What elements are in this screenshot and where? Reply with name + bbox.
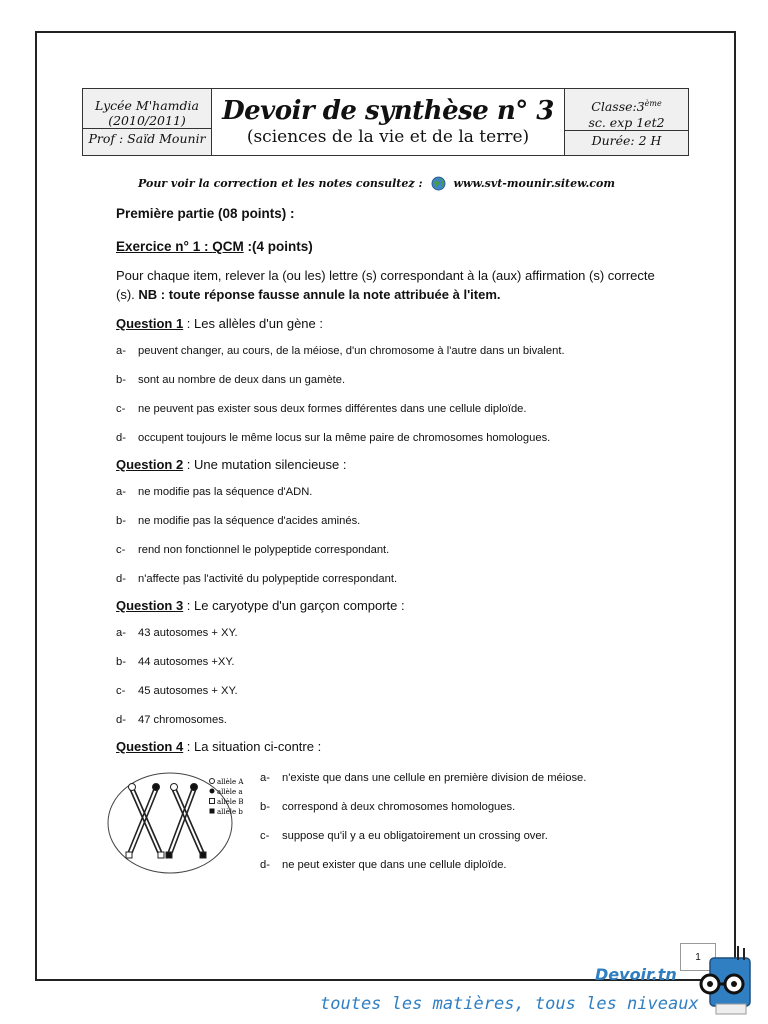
allele-a-marker [153, 784, 160, 791]
exam-duration: Durée: 2 H [565, 130, 688, 148]
instructions-text: Pour chaque item, relever la (ou les) lettre (s) correspondant à la (aux) affirmation (s) correcte (s). [116, 268, 655, 302]
option-text: occupent toujours le même locus sur la même paire de chromosomes homologues. [138, 432, 551, 444]
part-title: Première partie (08 points) : [116, 206, 295, 221]
option-letter: a- [116, 627, 126, 639]
question-label: Question 2 [116, 457, 184, 472]
option-letter: b- [260, 801, 270, 813]
question-1-title [116, 316, 676, 332]
legend-allele-A: allèle A [217, 778, 244, 786]
footer-tagline: toutes les matières, tous les niveaux [320, 994, 699, 1014]
page-number: 1 [680, 943, 716, 971]
option-text: ne peut exister que dans une cellule diploïde. [282, 859, 507, 871]
class-prefix: Classe:3 [591, 99, 645, 115]
option-item [116, 684, 676, 698]
legend-allele-b: allèle b [217, 808, 243, 816]
option-letter: d- [116, 714, 126, 726]
option-text: 43 autosomes + XY. [138, 627, 238, 639]
header-title-cell [212, 89, 565, 156]
allele-A-marker [129, 784, 136, 791]
option-letter: a- [116, 486, 126, 498]
allele-a-marker [191, 784, 198, 791]
option-item [116, 626, 676, 640]
option-item [260, 858, 680, 872]
question-text: : Une mutation silencieuse : [183, 457, 347, 472]
school-name: Lycée M'hamdia [95, 98, 199, 113]
option-text: correspond à deux chromosomes homologues. [282, 801, 516, 813]
legend-marker-a [210, 789, 215, 794]
option-item [260, 829, 680, 843]
option-item [116, 344, 676, 358]
legend-marker-b [210, 809, 215, 814]
option-item [116, 713, 676, 727]
option-letter: d- [116, 573, 126, 585]
option-text: ne modifie pas la séquence d'acides aminés. [138, 515, 361, 527]
allele-B-marker [158, 852, 164, 858]
exercise-title-qcm: QCM [212, 239, 244, 254]
instructions-nb: NB [138, 287, 158, 302]
allele-A-marker [171, 784, 178, 791]
globe-icon [431, 176, 446, 191]
exercise-title-prefix: Exercice n° 1 : [116, 239, 213, 254]
allele-B-marker [126, 852, 132, 858]
option-letter: c- [116, 403, 126, 415]
question-3-title [116, 598, 676, 614]
question-1-options [116, 344, 676, 445]
option-text: 44 autosomes +XY. [138, 656, 235, 668]
option-letter: b- [116, 374, 126, 386]
bivalent-figure [106, 767, 244, 875]
exercise-title-suffix: :(4 points) [243, 239, 313, 254]
legend-allele-a: allèle a [217, 788, 243, 796]
question-label: Question 1 [116, 316, 184, 331]
header-table [82, 88, 689, 156]
option-text: 45 autosomes + XY. [138, 685, 238, 697]
question-4-options [260, 771, 680, 887]
instructions-nb-text: : toute réponse fausse annule la note attribuée à l'item. [157, 287, 501, 302]
chromatid-line [128, 789, 154, 853]
header-class-cell [565, 89, 689, 156]
question-text: : Le caryotype d'un garçon comporte : [183, 598, 405, 613]
question-text: : Les allèles d'un gène : [183, 316, 323, 331]
option-text: sont au nombre de deux dans un gamète. [138, 374, 346, 386]
option-letter: b- [116, 515, 126, 527]
question-2-title [116, 457, 676, 473]
option-item [116, 431, 676, 445]
option-text: 47 chromosomes. [138, 714, 227, 726]
option-letter: a- [116, 345, 126, 357]
option-item [116, 543, 676, 557]
school-year: (2010/2011) [108, 113, 186, 128]
option-item [260, 771, 680, 785]
exam-content [116, 206, 676, 885]
teacher-name: Prof : Saïd Mounir [83, 128, 211, 146]
option-text: ne modifie pas la séquence d'ADN. [138, 486, 313, 498]
legend-marker-B [210, 799, 215, 804]
document-title: Devoir de synthèse n° 3 [222, 96, 554, 126]
option-letter: c- [116, 544, 126, 556]
class-section: sc. exp 1et2 [588, 114, 665, 130]
option-text: peuvent changer, au cours, de la méiose, d'un chromosome à l'autre dans un bivalent. [138, 345, 565, 357]
question-4-block [116, 767, 676, 885]
option-letter: d- [260, 859, 270, 871]
correction-link-url[interactable]: www.svt-mounir.sitew.com [453, 176, 615, 190]
option-text: n'existe que dans une cellule en première division de méiose. [282, 772, 587, 784]
allele-b-marker [200, 852, 206, 858]
option-letter: a- [260, 772, 270, 784]
option-text: suppose qu'il y a eu obligatoirement un crossing over. [282, 830, 548, 842]
exercise-instructions [116, 266, 676, 304]
legend-allele-B: allèle B [217, 798, 244, 806]
question-label: Question 4 [116, 739, 184, 754]
legend-marker-A [210, 779, 215, 784]
allele-b-marker [166, 852, 172, 858]
header-school-cell [83, 89, 212, 156]
correction-link-line [138, 174, 658, 192]
exercise-title [116, 239, 676, 254]
class-superscript: ème [644, 99, 662, 109]
option-item [116, 655, 676, 669]
footer-brand[interactable]: Devoir.tn [595, 965, 677, 984]
option-text: rend non fonctionnel le polypeptide correspondant. [138, 544, 390, 556]
chromatid-line [134, 789, 162, 853]
option-item [116, 514, 676, 528]
question-2-options [116, 485, 676, 586]
document-subtitle: (sciences de la vie et de la terre) [246, 127, 530, 147]
option-item [116, 485, 676, 499]
correction-link-text: Pour voir la correction et les notes consultez : [138, 176, 423, 190]
option-text: ne peuvent pas exister sous deux formes différentes dans une cellule diploïde. [138, 403, 527, 415]
option-letter: b- [116, 656, 126, 668]
question-4-title [116, 739, 676, 755]
option-item [260, 800, 680, 814]
class-label [565, 96, 688, 114]
question-text: : La situation ci-contre : [183, 739, 322, 754]
question-3-options [116, 626, 676, 727]
option-letter: c- [116, 685, 126, 697]
option-item [116, 402, 676, 416]
option-item [116, 373, 676, 387]
option-text: n'affecte pas l'activité du polypeptide correspondant. [138, 573, 398, 585]
option-item [116, 572, 676, 586]
question-label: Question 3 [116, 598, 184, 613]
option-letter: d- [116, 432, 126, 444]
option-letter: c- [260, 830, 270, 842]
